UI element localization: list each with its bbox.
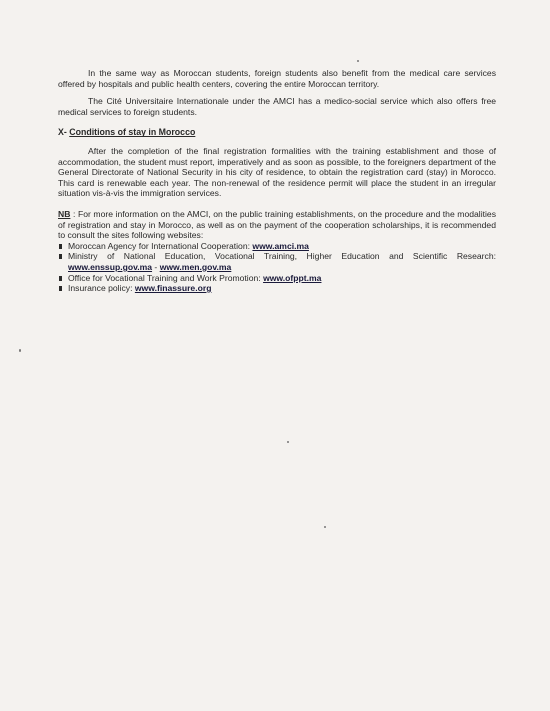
- section-title: Conditions of stay in Morocco: [69, 127, 196, 138]
- paragraph-medical-care: In the same way as Moroccan students, foreign students also benefit from the medical care services offered by hospitals and public health centers, covering the entire Moroccan territory.: [58, 68, 496, 89]
- link-separator: -: [152, 261, 160, 272]
- websites-list: [58, 241, 496, 294]
- website-label: Office for Vocational Training and Work Promotion:: [68, 272, 264, 283]
- scan-speck: [19, 349, 21, 352]
- section-heading: [58, 127, 496, 138]
- nb-paragraph: [58, 209, 496, 241]
- list-item: [58, 241, 496, 252]
- bullet-icon: [59, 276, 62, 281]
- scan-speck: [287, 441, 289, 443]
- document-body: [58, 68, 496, 294]
- website-label: Moroccan Agency for International Cooperation:: [68, 240, 253, 251]
- website-link-finassure[interactable]: www.finassure.org: [134, 283, 212, 294]
- website-label: Ministry of National Education, Vocational Training, Higher Education and Scientific Research:: [68, 251, 496, 262]
- bullet-icon: [59, 286, 62, 291]
- website-label: Insurance policy:: [68, 283, 135, 294]
- nb-label: NB: [58, 208, 71, 219]
- website-link-men[interactable]: www.men.gov.ma: [159, 261, 232, 272]
- bullet-icon: [59, 254, 62, 259]
- section-number: X-: [58, 127, 67, 138]
- list-item: [58, 283, 496, 294]
- list-item: [58, 273, 496, 284]
- bullet-icon: [59, 244, 62, 249]
- website-link-ofppt[interactable]: www.ofppt.ma: [263, 272, 322, 283]
- paragraph-conditions-of-stay: After the completion of the final registration formalities with the training establishment and those of accommodation, the student must report, imperatively and as soon as possible, to the foreigners department of the General Directorate of National Security in his city of residence, to obtain the registration card (stay) in Morocco. This card is renewable each year. The non-renewal of the residence permit will place the student in an irregular situation vis-à-vis the immigration services.: [58, 145, 496, 199]
- list-item: [58, 251, 496, 272]
- scan-speck: [324, 526, 326, 528]
- scan-speck: [357, 60, 359, 62]
- nb-text: : For more information on the AMCI, on the public training establishments, on the procedure and the modalities of registration and stay in Morocco, as well as on the payment of the cooperation scholarships, it is recommended to consult the sites following websites:: [58, 208, 496, 241]
- website-link-amci[interactable]: www.amci.ma: [252, 240, 309, 251]
- website-link-enssup[interactable]: www.enssup.gov.ma: [68, 261, 153, 272]
- paragraph-cite-universitaire: The Cité Universitaire Internationale under the AMCI has a medico-social service which also offers free medical services to foreign students.: [58, 96, 496, 117]
